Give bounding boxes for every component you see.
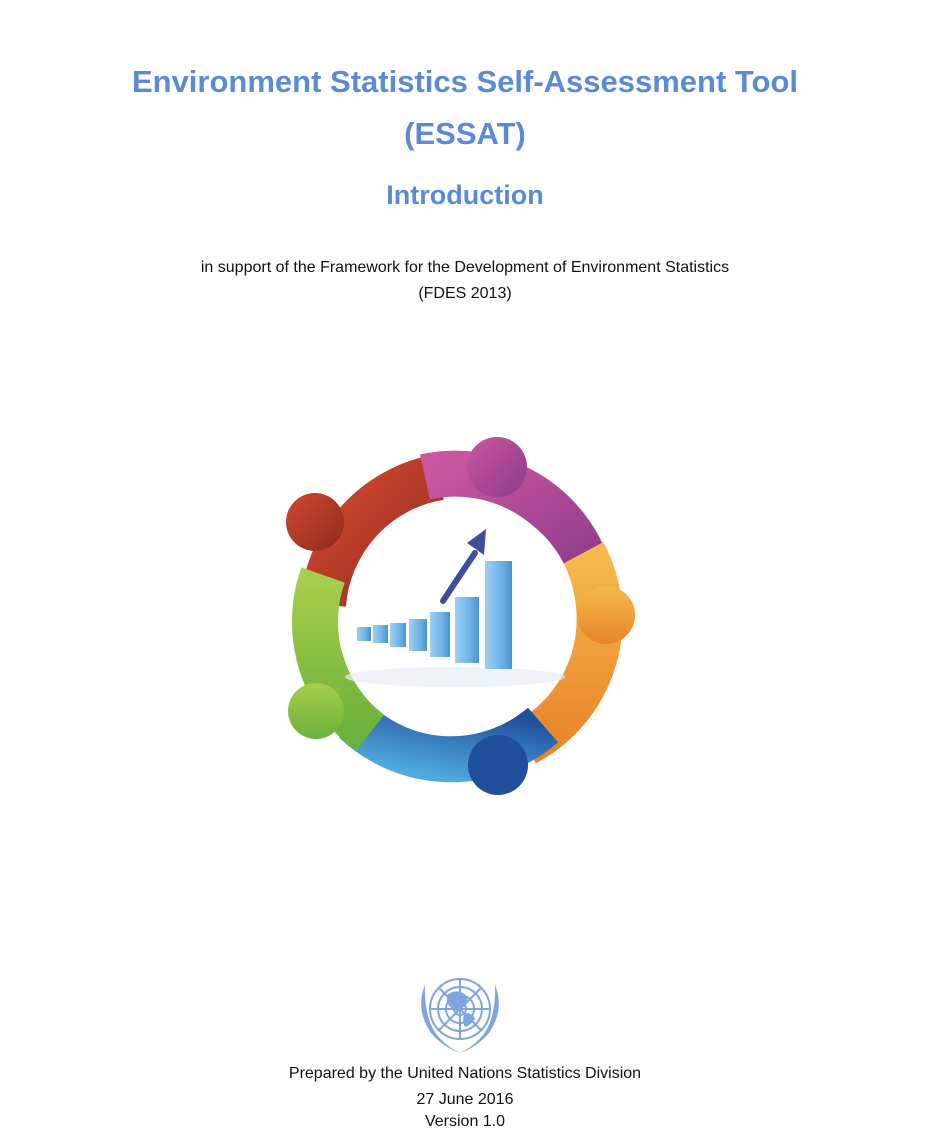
support-statement: in support of the Framework for the Development of Environment Statistics (200, 259, 730, 276)
publication-date: 27 June 2016 (416, 1091, 514, 1108)
prepared-by-text: Prepared by the United Nations Statistics Division (288, 1065, 642, 1082)
magenta-person-head (467, 437, 527, 497)
blue-person-head (468, 735, 528, 795)
green-person-head (288, 683, 344, 739)
document-title-line1: Environment Statistics Self-Assessment Tool (131, 64, 799, 99)
people-circle-logo (275, 425, 650, 805)
red-person-head (286, 493, 344, 551)
version-label: Version 1.0 (424, 1113, 506, 1130)
support-acronym: (FDES 2013) (418, 285, 512, 302)
united-nations-emblem-icon (403, 965, 517, 1059)
document-subtitle: Introduction (386, 180, 544, 210)
document-title-line2: (ESSAT) (404, 116, 526, 151)
orange-person-head (577, 586, 635, 644)
